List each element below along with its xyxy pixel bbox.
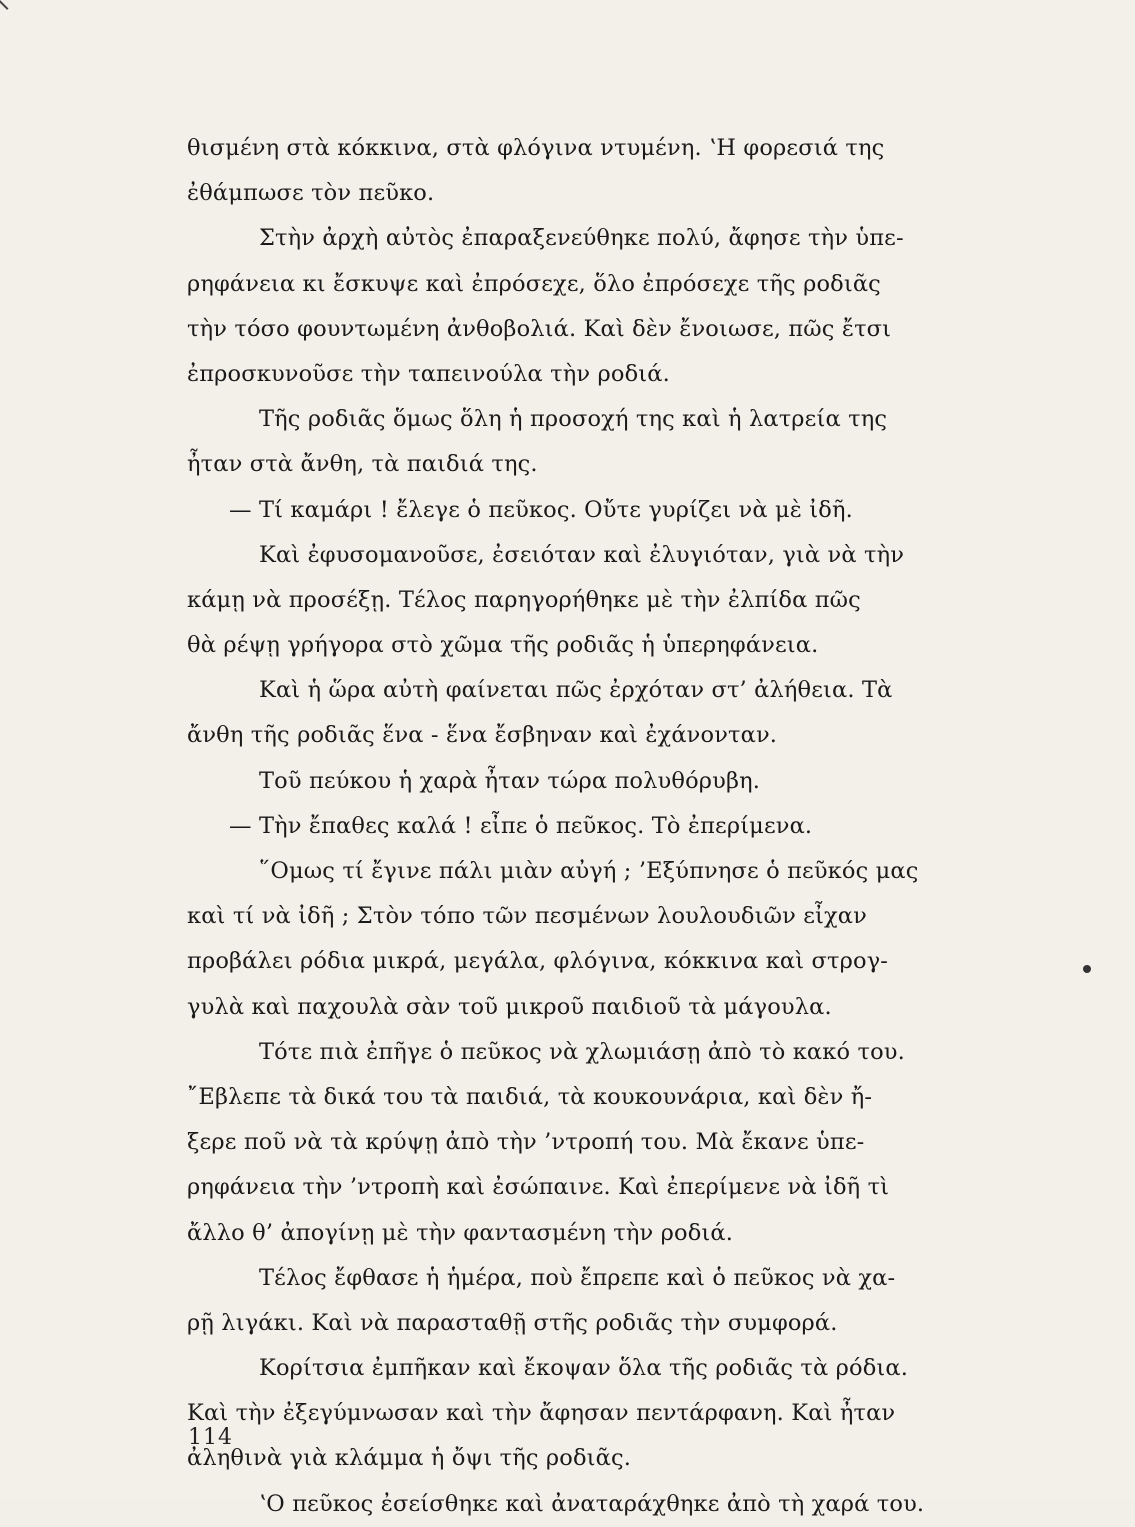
body-text (187, 126, 1017, 1527)
text-line: θὰ ρέψῃ γρήγορα στὸ χῶμα τῆς ροδιᾶς ἡ ὑπερηφάνεια. (187, 632, 819, 659)
text-line: Καὶ ἡ ὥρα αὐτὴ φαίνεται πῶς ἐρχόταν στ’ ἀλήθεια. Τὰ (259, 677, 893, 704)
text-line: ρῇ λιγάκι. Καὶ νὰ παρασταθῇ στῆς ροδιᾶς τὴν συμφορά. (187, 1309, 838, 1336)
corner-mark (0, 0, 8, 17)
text-line: — Τὴν ἔπαθες καλά ! εἶπε ὁ πεῦκος. Τὸ ἐπερίμενα. (229, 812, 813, 839)
text-line: ʽΟ πεῦκος ἐσείσθηκε καὶ ἀναταράχθηκε ἀπὸ τὴ χαρά του. (259, 1490, 925, 1517)
text-line: ἐπροσκυνοῦσε τὴν ταπεινούλα τὴν ροδιά. (187, 360, 670, 387)
text-line: θισμένη στὰ κόκκινα, στὰ φλόγινα ντυμένη. ʽΗ φορεσιά της (187, 135, 885, 161)
text-line: Τῆς ροδιᾶς ὅμως ὅλη ἡ προσοχή της καὶ ἡ λατρεία της (259, 406, 888, 433)
text-line: ἀληθινὰ γιὰ κλάμμα ἡ ὄψι τῆς ροδιᾶς. (187, 1445, 632, 1472)
text-line: ῎Εβλεπε τὰ δικά του τὰ παιδιά, τὰ κουκουνάρια, καὶ δὲν ἤ- (187, 1083, 873, 1110)
text-line: ρηφάνεια τὴν ’ντροπὴ καὶ ἐσώπαινε. Καὶ ἐπερίμενε νὰ ἰδῆ τὶ (187, 1174, 890, 1201)
ink-dot (1083, 965, 1091, 973)
text-line: Τοῦ πεύκου ἡ χαρὰ ἦταν τώρα πολυθόρυβη. (259, 767, 761, 794)
text-line: ῞Ομως τί ἔγινε πάλι μιὰν αὐγή ; ’Εξύπνησε ὁ πεῦκός μας (259, 858, 919, 884)
text-line: Τέλος ἔφθασε ἡ ἡμέρα, ποὺ ἔπρεπε καὶ ὁ πεῦκος νὰ χα- (259, 1264, 896, 1291)
text-line: ξερε ποῦ νὰ τὰ κρύψῃ ἀπὸ τὴν ’ντροπή του. Μὰ ἔκανε ὑπε- (187, 1129, 865, 1156)
text-line: Καὶ ἐφυσομανοῦσε, ἐσειόταν καὶ ἐλυγιόταν, γιὰ νὰ τὴν (259, 541, 905, 568)
text-line: καὶ τί νὰ ἰδῆ ; Στὸν τόπο τῶν πεσμένων λουλουδιῶν εἶχαν (187, 903, 867, 930)
text-line: τὴν τόσο φουντωμένη ἀνθοβολιά. Καὶ δὲν ἔνοιωσε, πῶς ἔτσι (187, 315, 892, 342)
text-line: Κορίτσια ἐμπῆκαν καὶ ἔκοψαν ὅλα τῆς ροδιᾶς τὰ ρόδια. (259, 1355, 909, 1382)
text-line: κάμῃ νὰ προσέξῃ. Τέλος παρηγορήθηκε μὲ τὴν ἐλπίδα πῶς (187, 586, 861, 613)
text-line: — Τί καμάρι ! ἔλεγε ὁ πεῦκος. Οὔτε γυρίζει νὰ μὲ ἰδῆ. (229, 496, 853, 523)
text-line: Στὴν ἀρχὴ αὐτὸς ἐπαραξενεύθηκε πολύ, ἄφησε τὴν ὑπε- (259, 225, 904, 252)
text-line: Τότε πιὰ ἐπῆγε ὁ πεῦκος νὰ χλωμιάσῃ ἀπὸ τὸ κακό του. (259, 1038, 905, 1065)
text-line: ρηφάνεια κι ἔσκυψε καὶ ἐπρόσεχε, ὅλο ἐπρόσεχε τῆς ροδιᾶς (187, 270, 881, 297)
text-line: Καὶ τὴν ἐξεγύμνωσαν καὶ τὴν ἄφησαν πεντάρφανη. Καὶ ἦταν (187, 1400, 896, 1427)
page-number: 114 (188, 1425, 233, 1450)
text-line: ἄλλο θ’ ἀπογίνῃ μὲ τὴν φαντασμένη τὴν ροδιά. (187, 1219, 734, 1246)
text-line: ἄνθη τῆς ροδιᾶς ἕνα - ἕνα ἔσβηναν καὶ ἐχάνονταν. (187, 722, 778, 749)
text-line: προβάλει ρόδια μικρά, μεγάλα, φλόγινα, κόκκινα καὶ στρογ- (187, 948, 889, 975)
text-line: ἦταν στὰ ἄνθη, τὰ παιδιά της. (187, 451, 538, 478)
text-line: γυλὰ καὶ παχουλὰ σὰν τοῦ μικροῦ παιδιοῦ τὰ μάγουλα. (187, 993, 832, 1020)
text-line: ἐθάμπωσε τὸν πεῦκο. (187, 180, 435, 207)
